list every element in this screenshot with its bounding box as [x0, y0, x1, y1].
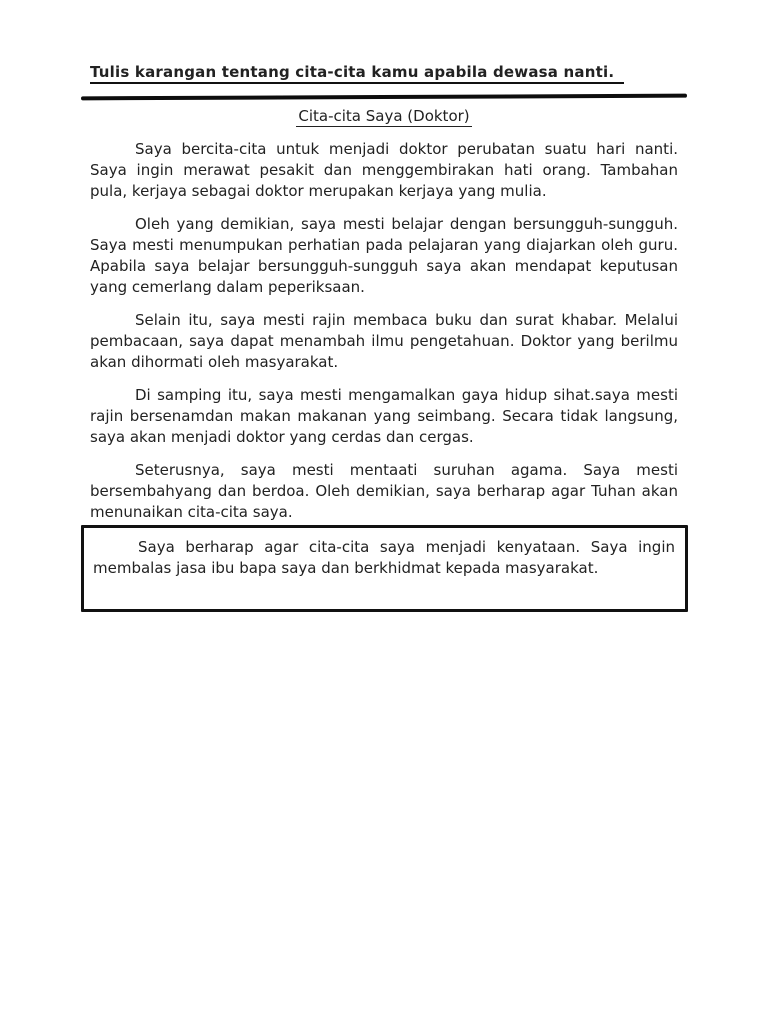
- horizontal-rule: [81, 94, 687, 101]
- document-content: [90, 63, 678, 612]
- boxed-paragraph: Saya berharap agar cita-cita saya menjadi kenyataan. Saya ingin membalas jasa ibu bapa saya dan berkhidmat kepada masyarakat.: [93, 538, 675, 577]
- essay-title: [90, 107, 678, 127]
- essay-paragraph-2: Oleh yang demikian, saya mesti belajar dengan bersungguh-sungguh. Saya mesti menumpukan perhatian pada pelajaran yang diajarkan oleh guru. Apabila saya belajar bersungguh-sungguh saya akan mendapat keputusan yang cemerlang dalam peperiksaan.: [90, 215, 678, 296]
- essay-paragraph-5: Seterusnya, saya mesti mentaati suruhan agama. Saya mesti bersembahyang dan berdoa. Oleh demikian, saya berharap agar Tuhan akan menunaikan cita-cita saya.: [90, 461, 678, 521]
- assignment-title: [90, 63, 678, 84]
- essay-paragraph-4: Di samping itu, saya mesti mengamalkan gaya hidup sihat.saya mesti rajin bersenamdan makan makanan yang seimbang. Secara tidak langsung, saya akan menjadi doktor yang cerdas dan cergas.: [90, 386, 678, 446]
- essay-paragraph-1: Saya bercita-cita untuk menjadi doktor perubatan suatu hari nanti. Saya ingin merawat pesakit dan menggembirakan hati orang. Tambahan pula, kerjaya sebagai doktor merupakan kerjaya yang mulia.: [90, 140, 678, 200]
- boxed-paragraph-frame: [81, 525, 688, 612]
- assignment-title-text: Tulis karangan tentang cita-cita kamu apabila dewasa nanti.: [90, 63, 624, 84]
- essay-title-text: Cita-cita Saya (Doktor): [298, 107, 470, 125]
- essay-paragraph-3: Selain itu, saya mesti rajin membaca buku dan surat khabar. Melalui pembacaan, saya dapat menambah ilmu pengetahuan. Doktor yang berilmu akan dihormati oleh masyarakat.: [90, 311, 678, 371]
